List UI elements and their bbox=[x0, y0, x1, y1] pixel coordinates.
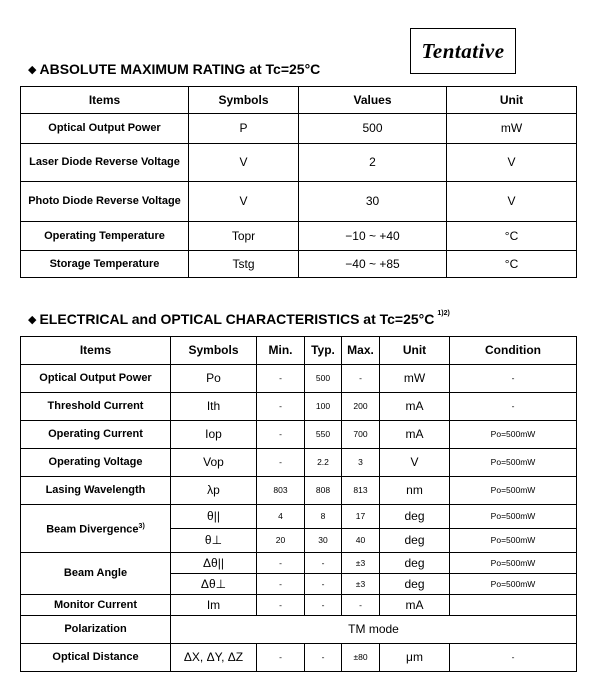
row-min: 803 bbox=[257, 477, 305, 505]
diamond-bullet-icon: ◆ bbox=[28, 314, 37, 326]
row-unit: deg bbox=[380, 553, 450, 574]
abs-title-text: ABSOLUTE MAXIMUM RATING at Tc=25°C bbox=[39, 61, 321, 77]
table-row bbox=[21, 251, 577, 278]
tentative-stamp bbox=[410, 28, 516, 74]
row-min: 20 bbox=[257, 529, 305, 553]
row-symbol: Topr bbox=[189, 222, 299, 251]
row-symbol: λp bbox=[171, 477, 257, 505]
row-symbol: Vop bbox=[171, 449, 257, 477]
row-unit: V bbox=[447, 182, 577, 222]
row-condition: Po=500mW bbox=[450, 529, 577, 553]
row-item: Threshold Current bbox=[21, 393, 171, 421]
footnote-ref: 3) bbox=[138, 523, 145, 531]
row-min: - bbox=[257, 644, 305, 672]
row-item: Laser Diode Reverse Voltage bbox=[21, 144, 189, 182]
table-row bbox=[21, 182, 577, 222]
row-typ: 550 bbox=[305, 421, 342, 449]
row-symbol: V bbox=[189, 144, 299, 182]
header-typ: Typ. bbox=[305, 337, 342, 365]
row-item: Operating Temperature bbox=[21, 222, 189, 251]
table-row bbox=[21, 616, 577, 644]
row-min: - bbox=[257, 574, 305, 595]
row-typ: 100 bbox=[305, 393, 342, 421]
row-symbol: Tstg bbox=[189, 251, 299, 278]
row-unit: °C bbox=[447, 222, 577, 251]
row-item: Optical Output Power bbox=[21, 365, 171, 393]
row-unit: μm bbox=[380, 644, 450, 672]
row-max: ±3 bbox=[342, 574, 380, 595]
row-symbol: Δθ|| bbox=[171, 553, 257, 574]
table-header-row bbox=[21, 337, 577, 365]
header-items: Items bbox=[21, 87, 189, 114]
row-value: 30 bbox=[299, 182, 447, 222]
row-symbol: Po bbox=[171, 365, 257, 393]
row-condition: Po=500mW bbox=[450, 421, 577, 449]
row-symbol: Iop bbox=[171, 421, 257, 449]
row-unit: V bbox=[447, 144, 577, 182]
row-min: - bbox=[257, 449, 305, 477]
table-row bbox=[21, 393, 577, 421]
row-item: Beam Divergence bbox=[46, 523, 139, 536]
row-symbol: Im bbox=[171, 595, 257, 616]
row-condition: Po=500mW bbox=[450, 449, 577, 477]
row-max: 200 bbox=[342, 393, 380, 421]
row-item: Optical Distance bbox=[21, 644, 171, 672]
row-unit: deg bbox=[380, 505, 450, 529]
row-unit: deg bbox=[380, 529, 450, 553]
row-unit: mA bbox=[380, 393, 450, 421]
row-item: Photo Diode Reverse Voltage bbox=[21, 182, 189, 222]
table-row bbox=[21, 553, 577, 574]
row-symbol: θ|| bbox=[171, 505, 257, 529]
row-typ: 8 bbox=[305, 505, 342, 529]
row-symbol: P bbox=[189, 114, 299, 144]
row-max: 3 bbox=[342, 449, 380, 477]
row-unit: mA bbox=[380, 595, 450, 616]
table-row bbox=[21, 595, 577, 616]
row-typ: - bbox=[305, 553, 342, 574]
row-max: ±80 bbox=[342, 644, 380, 672]
row-unit: nm bbox=[380, 477, 450, 505]
header-values: Values bbox=[299, 87, 447, 114]
table-row bbox=[21, 505, 577, 529]
header-min: Min. bbox=[257, 337, 305, 365]
row-value: 500 bbox=[299, 114, 447, 144]
row-condition: Po=500mW bbox=[450, 574, 577, 595]
row-min: - bbox=[257, 553, 305, 574]
row-symbol: θ⊥ bbox=[171, 529, 257, 553]
row-max: 700 bbox=[342, 421, 380, 449]
row-item: Lasing Wavelength bbox=[21, 477, 171, 505]
row-item: Polarization bbox=[21, 616, 171, 644]
row-typ: 2.2 bbox=[305, 449, 342, 477]
row-value: −10 ~ +40 bbox=[299, 222, 447, 251]
row-max: 813 bbox=[342, 477, 380, 505]
row-unit: deg bbox=[380, 574, 450, 595]
row-typ: - bbox=[305, 574, 342, 595]
row-value: −40 ~ +85 bbox=[299, 251, 447, 278]
header-condition: Condition bbox=[450, 337, 577, 365]
header-max: Max. bbox=[342, 337, 380, 365]
table-row bbox=[21, 477, 577, 505]
header-symbols: Symbols bbox=[189, 87, 299, 114]
elec-optical-table bbox=[20, 336, 577, 672]
row-item: Beam Angle bbox=[21, 553, 171, 595]
row-typ: 500 bbox=[305, 365, 342, 393]
row-condition: Po=500mW bbox=[450, 505, 577, 529]
abs-max-rating-table bbox=[20, 86, 577, 278]
row-min: - bbox=[257, 421, 305, 449]
row-symbol: V bbox=[189, 182, 299, 222]
row-max: ±3 bbox=[342, 553, 380, 574]
table-header-row bbox=[21, 87, 577, 114]
row-condition: Po=500mW bbox=[450, 477, 577, 505]
row-condition: - bbox=[450, 644, 577, 672]
table-row bbox=[21, 421, 577, 449]
row-max: 40 bbox=[342, 529, 380, 553]
row-typ: 30 bbox=[305, 529, 342, 553]
tentative-text: Tentative bbox=[421, 38, 505, 63]
table-row bbox=[21, 449, 577, 477]
row-item: Optical Output Power bbox=[21, 114, 189, 144]
row-symbol: ΔX, ΔY, ΔZ bbox=[171, 644, 257, 672]
table-row bbox=[21, 644, 577, 672]
footnote-ref: 1)2) bbox=[437, 310, 450, 318]
row-value: 2 bbox=[299, 144, 447, 182]
row-condition: - bbox=[450, 365, 577, 393]
row-item: Operating Voltage bbox=[21, 449, 171, 477]
polarization-value: TM mode bbox=[171, 616, 577, 644]
row-unit: °C bbox=[447, 251, 577, 278]
row-max: - bbox=[342, 595, 380, 616]
row-min: - bbox=[257, 393, 305, 421]
header-unit: Unit bbox=[447, 87, 577, 114]
row-item: Operating Current bbox=[21, 421, 171, 449]
row-typ: - bbox=[305, 595, 342, 616]
beam-divergence-item bbox=[21, 505, 171, 553]
row-unit: mW bbox=[380, 365, 450, 393]
abs-max-rating-title bbox=[28, 61, 320, 77]
table-row bbox=[21, 222, 577, 251]
row-item: Monitor Current bbox=[21, 595, 171, 616]
row-condition: Po=500mW bbox=[450, 553, 577, 574]
header-items: Items bbox=[21, 337, 171, 365]
row-typ: 808 bbox=[305, 477, 342, 505]
table-row bbox=[21, 114, 577, 144]
table-row bbox=[21, 144, 577, 182]
row-condition bbox=[450, 595, 577, 616]
header-symbols: Symbols bbox=[171, 337, 257, 365]
row-max: - bbox=[342, 365, 380, 393]
row-item: Storage Temperature bbox=[21, 251, 189, 278]
row-symbol: Ith bbox=[171, 393, 257, 421]
header-unit: Unit bbox=[380, 337, 450, 365]
row-min: 4 bbox=[257, 505, 305, 529]
row-condition: - bbox=[450, 393, 577, 421]
elec-title-text: ELECTRICAL and OPTICAL CHARACTERISTICS at Tc=25°C bbox=[39, 311, 435, 327]
row-symbol: Δθ⊥ bbox=[171, 574, 257, 595]
row-min: - bbox=[257, 595, 305, 616]
table-row bbox=[21, 365, 577, 393]
row-unit: V bbox=[380, 449, 450, 477]
row-min: - bbox=[257, 365, 305, 393]
row-unit: mA bbox=[380, 421, 450, 449]
row-unit: mW bbox=[447, 114, 577, 144]
diamond-bullet-icon: ◆ bbox=[28, 64, 37, 76]
row-max: 17 bbox=[342, 505, 380, 529]
elec-optical-title bbox=[28, 311, 450, 327]
row-typ: - bbox=[305, 644, 342, 672]
